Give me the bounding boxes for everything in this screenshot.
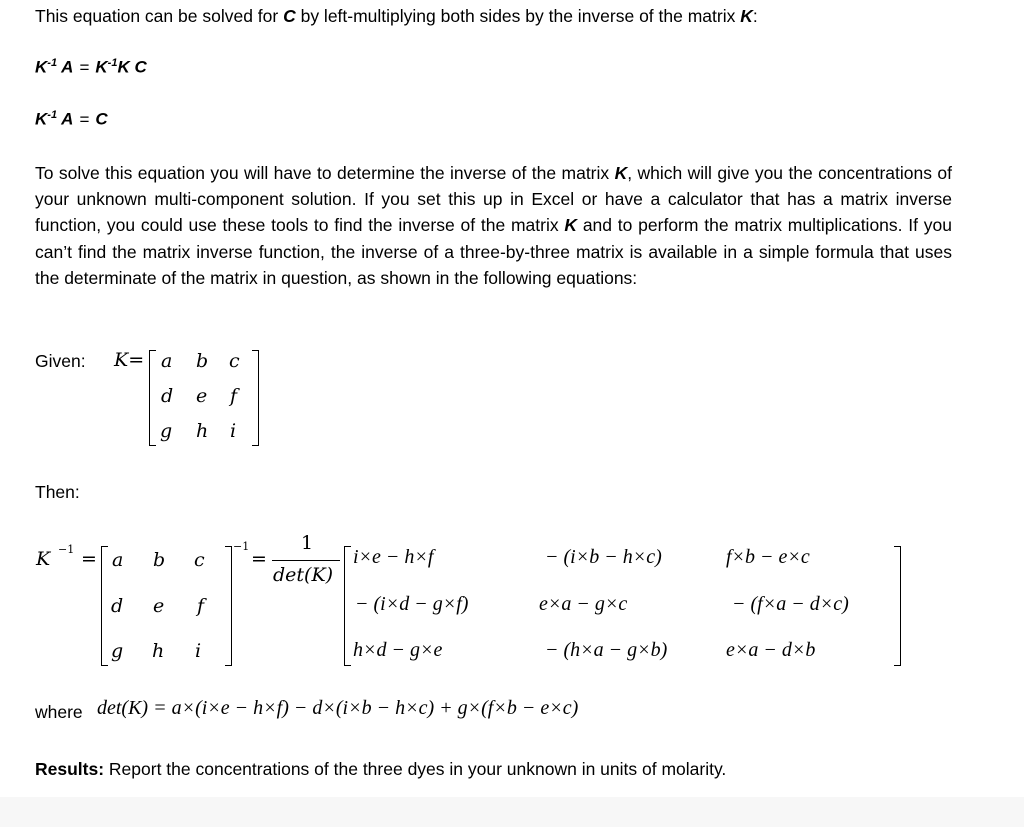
explanation-paragraph bbox=[35, 160, 952, 291]
adj-matrix-right-bracket bbox=[894, 546, 901, 666]
var-c: C bbox=[283, 6, 296, 26]
adj-matrix-cell: − (i×d − g×f) bbox=[355, 593, 469, 615]
given-matrix-cell: c bbox=[229, 350, 240, 372]
var-k: K bbox=[740, 6, 753, 26]
inv-matrix-right-bracket bbox=[225, 546, 232, 666]
eq1-exp: -1 bbox=[47, 57, 58, 69]
intro-text-middle: by left-multiplying both sides by the inverse of the matrix bbox=[295, 6, 741, 26]
inverse-equals-2: = bbox=[251, 548, 267, 570]
adj-matrix-cell: h×d − g×e bbox=[353, 639, 443, 661]
equation-1 bbox=[35, 57, 147, 78]
intro-colon: : bbox=[752, 6, 758, 26]
adj-matrix-cell: e×a − d×b bbox=[726, 639, 816, 661]
given-matrix-cell: a bbox=[161, 350, 173, 372]
eq1-equals: = bbox=[79, 57, 90, 77]
given-matrix-cell: b bbox=[196, 350, 209, 372]
fraction-denominator: det(K) bbox=[273, 564, 334, 586]
adj-matrix-cell: − (i×b − h×c) bbox=[545, 546, 662, 568]
given-label: Given: bbox=[35, 351, 86, 371]
para-part-1: To solve this equation you will have to determine the inverse of the matrix bbox=[35, 163, 615, 183]
adj-matrix-cell: − (h×a − g×b) bbox=[545, 639, 668, 661]
eq2-c: C bbox=[95, 109, 108, 129]
adj-matrix-cell: e×a − g×c bbox=[539, 593, 628, 615]
determinant-formula: det(K) = a×(i×e − h×f) − d×(i×b − h×c) + g×(f×b − e×c) bbox=[97, 697, 579, 719]
eq2-exp: -1 bbox=[47, 109, 58, 121]
eq2-equals: = bbox=[79, 109, 90, 129]
eq2-k: K bbox=[35, 109, 48, 129]
inv-matrix-exp: −1 bbox=[233, 540, 250, 553]
eq1-k3: K bbox=[117, 57, 130, 77]
eq1-c: C bbox=[134, 57, 147, 77]
inv-matrix-cell: g bbox=[111, 640, 124, 662]
given-matrix-cell: d bbox=[161, 385, 174, 407]
inv-matrix-cell: e bbox=[153, 595, 165, 617]
given-matrix-right-bracket bbox=[252, 350, 259, 446]
fraction-numerator: 1 bbox=[301, 532, 314, 554]
inv-matrix-left-bracket bbox=[101, 546, 108, 666]
results-text: Report the concentrations of the three dyes in your unknown in units of molarity. bbox=[104, 759, 727, 779]
eq2-a: A bbox=[61, 109, 74, 129]
given-lhs: K= bbox=[114, 349, 145, 371]
adj-matrix-left-bracket bbox=[344, 546, 351, 666]
para-var-k1: K bbox=[614, 163, 628, 183]
inv-matrix-cell: f bbox=[197, 595, 205, 617]
given-matrix-cell: e bbox=[196, 385, 208, 407]
results-label: Results: bbox=[35, 759, 105, 779]
given-matrix-cell: f bbox=[230, 385, 238, 407]
fraction-bar bbox=[272, 560, 340, 561]
where-label: where bbox=[35, 702, 83, 722]
inv-matrix-cell: h bbox=[152, 640, 165, 662]
intro-sentence bbox=[35, 3, 758, 29]
inv-matrix-cell: b bbox=[153, 549, 166, 571]
para-part-3: and to perform the matrix multiplications. If you can’t find the matrix inverse function, the inverse of a three-by-three matrix is available in a simple formula that uses the determinate of the matrix in question, as shown in the following equations: bbox=[35, 215, 953, 288]
inv-matrix-cell: i bbox=[195, 640, 202, 662]
inv-matrix-cell: a bbox=[112, 549, 124, 571]
eq1-exp2: -1 bbox=[107, 57, 118, 69]
inv-matrix-cell: c bbox=[194, 549, 205, 571]
inverse-lhs: K bbox=[36, 548, 51, 570]
eq1-k2: K bbox=[95, 57, 108, 77]
inverse-lhs-exp: −1 bbox=[58, 543, 75, 556]
given-matrix-cell: i bbox=[230, 420, 237, 442]
equation-2 bbox=[35, 109, 108, 130]
inv-matrix-cell: d bbox=[111, 595, 124, 617]
inverse-equals-1: = bbox=[81, 548, 97, 570]
eq1-k: K bbox=[35, 57, 48, 77]
results-line bbox=[35, 756, 726, 782]
para-part-2: , which will give you the concentrations of your unknown multi-component solution. If you set this up in Excel or have a calculator that has a matrix inverse function, you could use these tools to find the inverse of the matrix bbox=[35, 163, 952, 236]
adj-matrix-cell: − (f×a − d×c) bbox=[732, 593, 849, 615]
given-matrix-cell: g bbox=[160, 420, 173, 442]
para-var-k2: K bbox=[564, 215, 578, 236]
given-matrix-cell: h bbox=[196, 420, 209, 442]
then-label: Then: bbox=[35, 482, 80, 502]
adj-matrix-cell: i×e − h×f bbox=[353, 546, 434, 568]
eq1-a: A bbox=[61, 57, 74, 77]
page-bottom-band bbox=[0, 797, 1024, 827]
given-matrix-left-bracket bbox=[149, 350, 156, 446]
adj-matrix-cell: f×b − e×c bbox=[726, 546, 810, 568]
intro-text: This equation can be solved for bbox=[35, 6, 284, 26]
